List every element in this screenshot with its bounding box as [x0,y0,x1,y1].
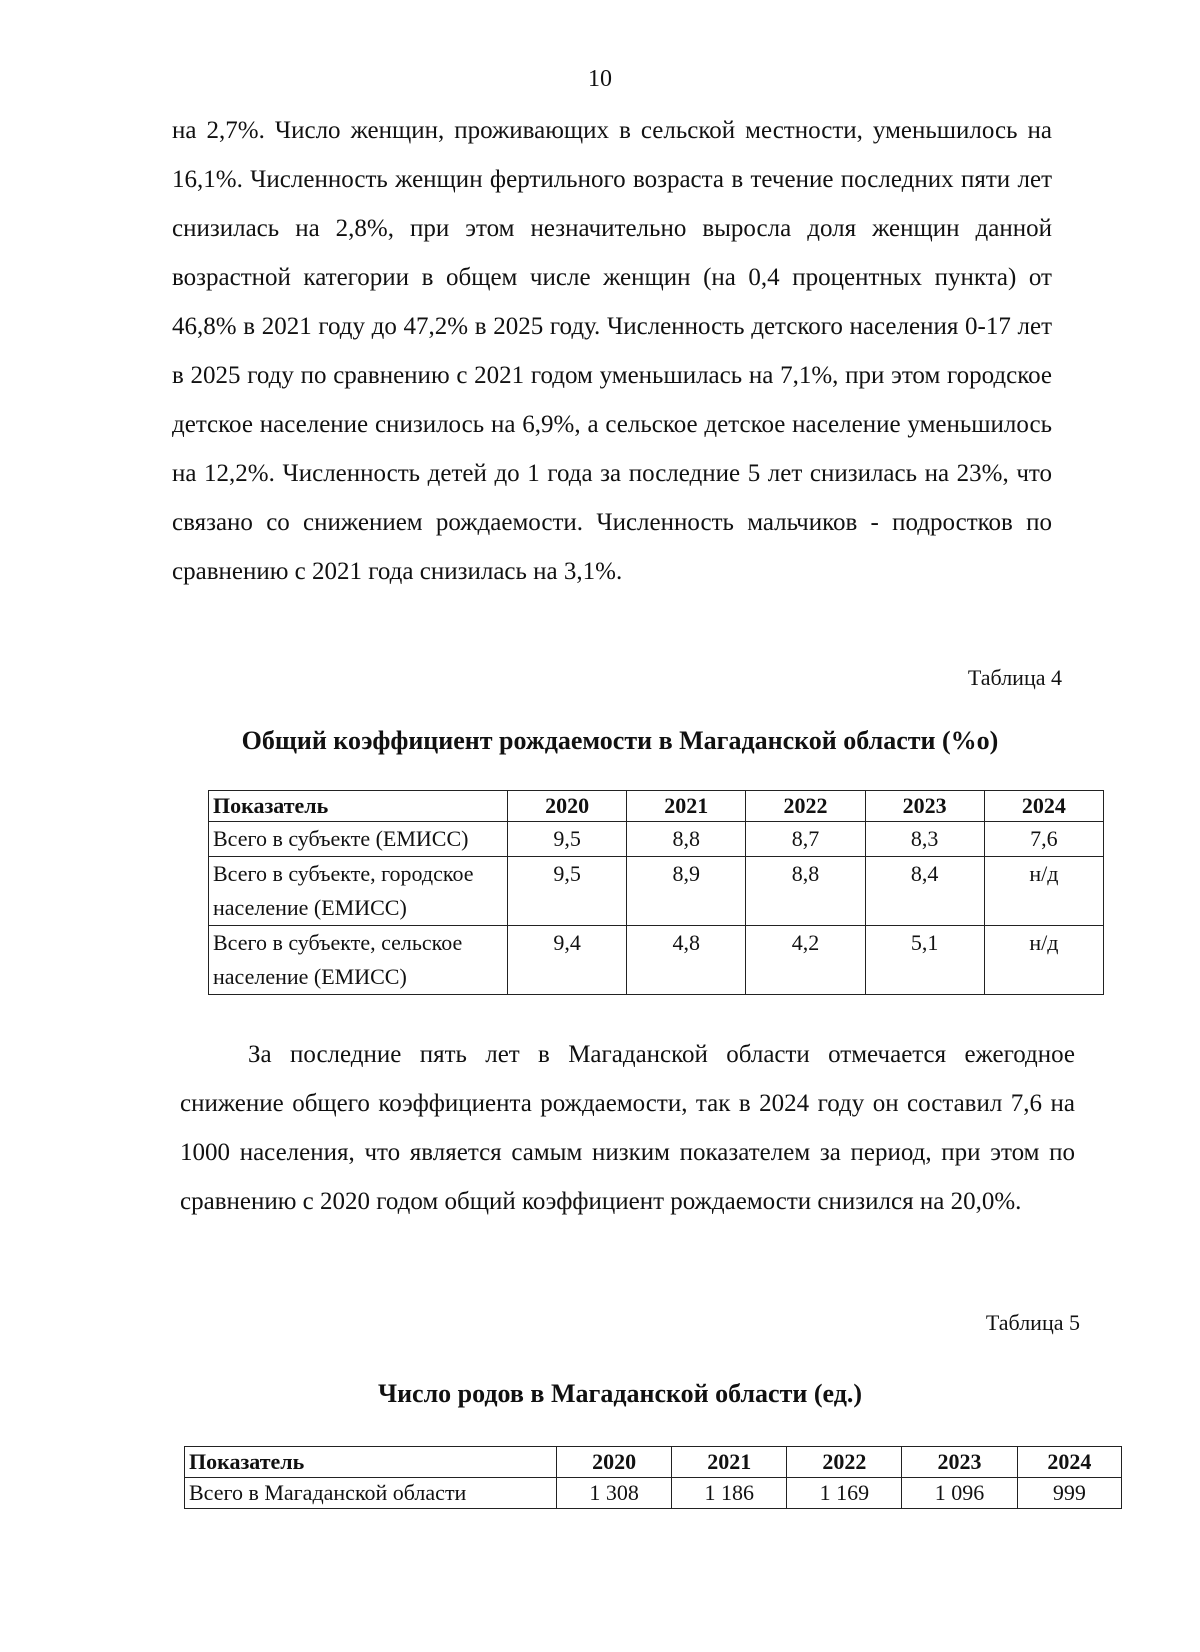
cell-value: 8,4 [865,857,984,926]
header-2022: 2022 [746,791,865,822]
header-2022: 2022 [787,1447,902,1478]
cell-value: 9,5 [508,857,627,926]
table-5-caption: Таблица 5 [985,1310,1080,1335]
cell-value: 8,7 [746,822,865,857]
header-2024: 2024 [1017,1447,1121,1478]
page-number: 10 [588,66,612,92]
cell-value: н/д [984,926,1103,995]
header-2020: 2020 [508,791,627,822]
table-row [209,857,1104,926]
table-header-row [209,791,1104,822]
cell-value: 1 096 [902,1478,1017,1509]
cell-value: 8,8 [746,857,865,926]
header-2020: 2020 [557,1447,672,1478]
header-indicator: Показатель [209,791,508,822]
cell-value: 9,5 [508,822,627,857]
paragraph-birth-rate: За последние пять лет в Магаданской области отмечается ежегодное снижение общего коэффициента рождаемости, так в 2024 году он составил 7,6 на 1000 населения, что является самым низким показателем за период, при этом по сравнению с 2020 годом общий коэффициент рождаемости снизился на 20,0%. [180,1041,1075,1215]
cell-value: 8,9 [627,857,746,926]
row-label: Всего в субъекте (ЕМИСС) [209,822,508,857]
header-2023: 2023 [865,791,984,822]
cell-value: 7,6 [984,822,1103,857]
header-indicator: Показатель [185,1447,557,1478]
table-row [209,822,1104,857]
cell-value: 5,1 [865,926,984,995]
cell-value: 1 308 [557,1478,672,1509]
cell-value: 999 [1017,1478,1121,1509]
row-label: Всего в Магаданской области [185,1478,557,1509]
paragraph-population: на 2,7%. Число женщин, проживающих в сельской местности, уменьшилось на 16,1%. Численность женщин фертильного возраста в течение последних пяти лет снизилась на 2,8%, при этом незначительно выросла доля женщин данной возрастной категории в общем числе женщин (на 0,4 процентных пункта) от 46,8% в 2021 году до 47,2% в 2025 году. Численность детского населения 0-17 лет в 2025 году по сравнению с 2021 годом уменьшилась на 7,1%, при этом городское детское население снизилось на 6,9%, а сельское детское население уменьшилось на 12,2%. Численность детей до 1 года за последние 5 лет снизилась на 23%, что связано со снижением рождаемости. Численность мальчиков - подростков по сравнению с 2021 года снизилась на 3,1%. [172,117,1052,585]
table-header-row [185,1447,1122,1478]
table-4-title: Общий коэффициент рождаемости в Магаданской области (%о) [241,726,999,755]
cell-value: н/д [984,857,1103,926]
header-2023: 2023 [902,1447,1017,1478]
cell-value: 9,4 [508,926,627,995]
header-2024: 2024 [984,791,1103,822]
cell-value: 8,3 [865,822,984,857]
row-label: Всего в субъекте, сельское население (ЕМИСС) [209,926,508,995]
cell-value: 8,8 [627,822,746,857]
table-row [209,926,1104,995]
header-2021: 2021 [627,791,746,822]
births-count-table [184,1446,1122,1509]
table-4-caption: Таблица 4 [967,665,1062,690]
cell-value: 1 186 [672,1478,787,1509]
table-5-title: Число родов в Магаданской области (ед.) [377,1379,863,1408]
birth-rate-table [208,790,1104,995]
header-2021: 2021 [672,1447,787,1478]
table-row [185,1478,1122,1509]
cell-value: 4,8 [627,926,746,995]
cell-value: 1 169 [787,1478,902,1509]
row-label: Всего в субъекте, городское население (ЕМИСС) [209,857,508,926]
cell-value: 4,2 [746,926,865,995]
